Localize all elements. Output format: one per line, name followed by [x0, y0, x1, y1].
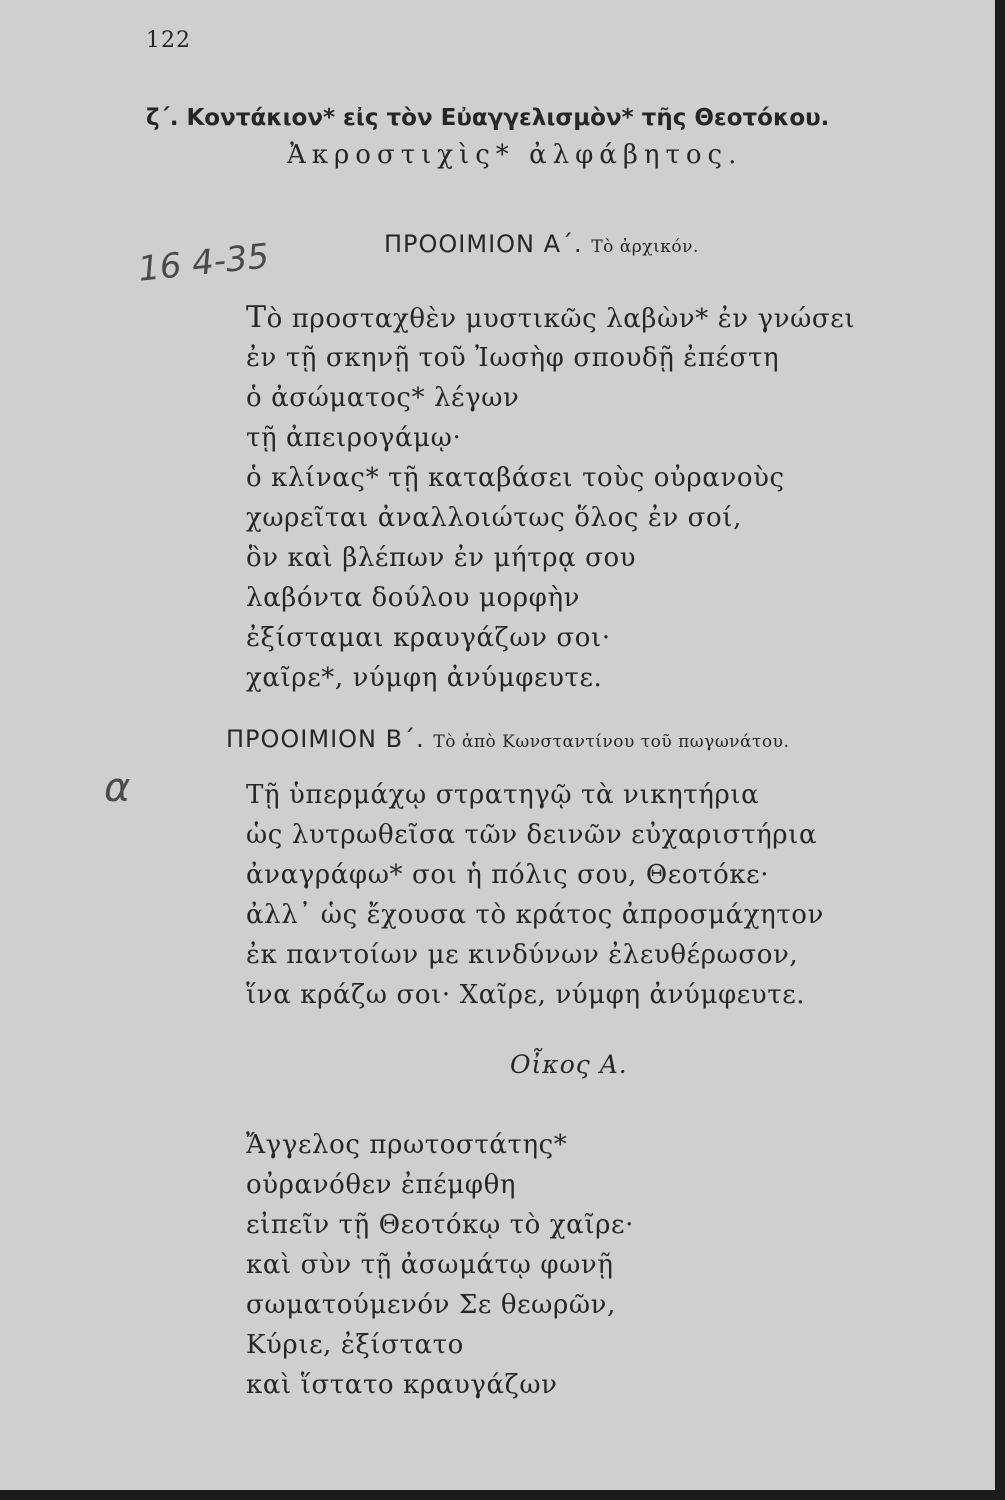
page-number: 122: [146, 28, 191, 53]
verse-line: καὶ σὺν τῇ ἀσωμάτῳ φωνῇ: [246, 1250, 614, 1280]
prooimion-a-verse: [246, 298, 855, 698]
verse-line: λαβόντα δούλου μορφὴν: [246, 583, 581, 613]
oikos-a-verse: [246, 1125, 634, 1405]
verse-line: ἐξίσταμαι κραυγάζων σοι·: [246, 623, 611, 653]
oikos-a-title: Οἶκος Α.: [510, 1050, 628, 1079]
verse-line: Τῇ ὑπερμάχῳ στρατηγῷ τὰ νικητήρια: [246, 780, 760, 810]
verse-line: οὐρανόθεν ἐπέμφθη: [246, 1170, 516, 1200]
verse-line: ὁ ἀσώματος* λέγων: [246, 383, 520, 413]
kontakion-heading: ζ΄. Κοντάκιον* εἰς τὸν Εὐαγγελισμὸν* τῆς Θεοτόκου.: [146, 105, 830, 131]
verse-line: ἀλλ᾽ ὡς ἔχουσα τὸ κράτος ἀπροσμάχητον: [246, 900, 824, 930]
verse-line: χαῖρε*, νύμφη ἀνύμφευτε.: [246, 663, 603, 693]
prooimion-b-subtitle: Τὸ ἀπὸ Κωνσταντίνου τοῦ πωγωνάτου.: [433, 732, 790, 752]
prooimion-a-title: [384, 230, 699, 258]
verse-line: εἰπεῖν τῇ Θεοτόκῳ τὸ χαῖρε·: [246, 1210, 634, 1240]
prooimion-a-subtitle: Τὸ ἀρχικόν.: [591, 237, 699, 257]
prooimion-b-title: [226, 725, 789, 753]
verse-line: ἐκ παντοίων με κινδύνων ἐλευθέρωσον,: [246, 940, 799, 970]
verse-line: Κύριε, ἐξίστατο: [246, 1330, 464, 1360]
verse-line: ὁ κλίνας* τῇ καταβάσει τοὺς οὐρανοὺς: [246, 463, 785, 493]
verse-line: ὡς λυτρωθεῖσα τῶν δεινῶν εὐχαριστήρια: [246, 820, 818, 850]
prooimion-a-label: ΠΡΟΟΙΜΙΟΝ Α΄.: [384, 230, 583, 258]
verse-line: ἵνα κράζω σοι· Χαῖρε, νύμφη ἀνύμφευτε.: [246, 980, 806, 1010]
prooimion-b-verse: [246, 775, 824, 1015]
acrostic-line: Ἀκροστιχὶς* ἀλφάβητος.: [287, 140, 743, 170]
handwritten-date: 16 4-35: [136, 236, 271, 290]
verse-line: ἀναγράφω* σοι ἡ πόλις σου, Θεοτόκε·: [246, 860, 770, 890]
verse-line: Ἄγγελος πρωτοστάτης*: [246, 1130, 568, 1160]
handwritten-margin-mark: α: [104, 765, 131, 811]
verse-line: σωματούμενόν Σε θεωρῶν,: [246, 1290, 616, 1320]
verse-line: τῇ ἀπειρογάμῳ·: [246, 423, 462, 453]
verse-line: καὶ ἵστατο κραυγάζων: [246, 1370, 558, 1400]
prooimion-b-label: ΠΡΟΟΙΜΙΟΝ Β΄.: [226, 725, 425, 753]
verse-line: ἐν τῇ σκηνῇ τοῦ Ἰωσὴφ σπουδῇ ἐπέστη: [246, 343, 780, 373]
verse-line: χωρεῖται ἀναλλοιώτως ὅλος ἐν σοί,: [246, 503, 742, 533]
verse-line: ὃν καὶ βλέπων ἐν μήτρᾳ σου: [246, 543, 637, 573]
verse-line: Τὸ προσταχθὲν μυστικῶς λαβὼν* ἐν γνώσει: [246, 300, 856, 335]
